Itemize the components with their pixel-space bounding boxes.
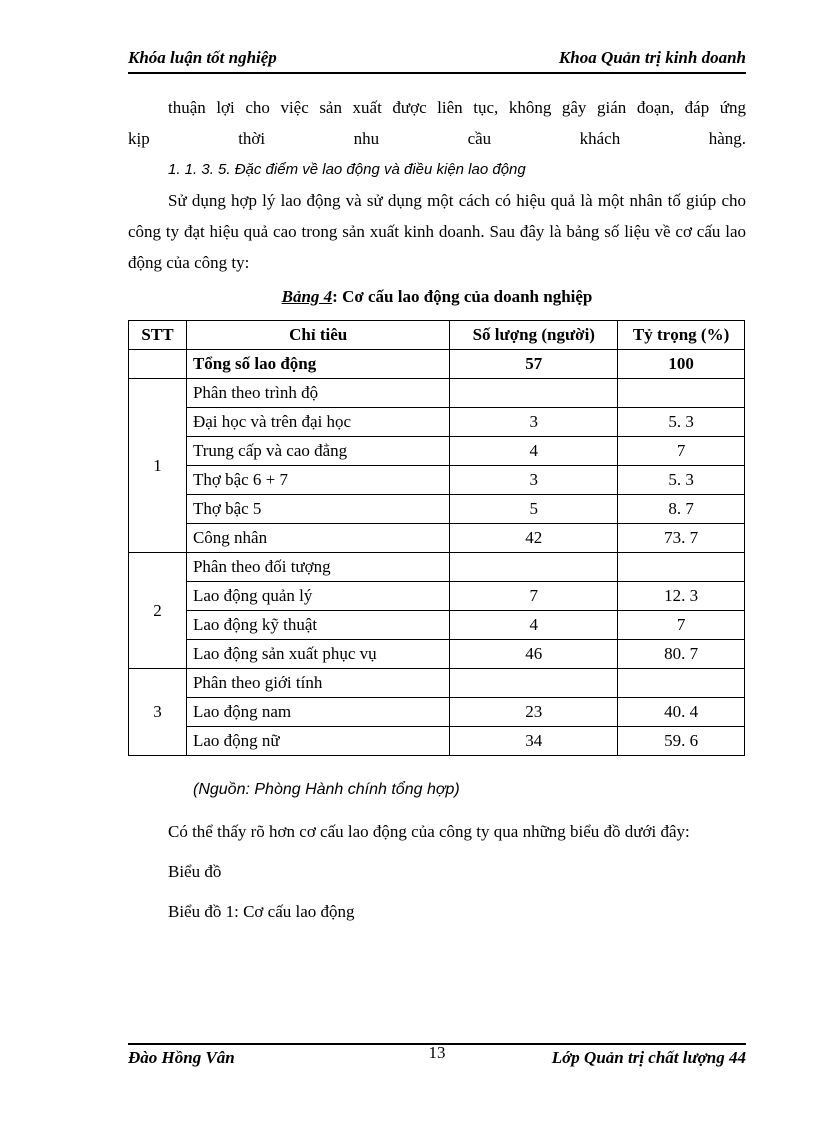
row-percent [618,379,745,408]
row-indicator: Phân theo giới tính [186,669,449,698]
table-row [129,727,745,756]
table-header-row [129,321,745,350]
row-quantity [450,669,618,698]
row-percent: 12. 3 [618,582,745,611]
row-percent: 59. 6 [618,727,745,756]
header-quantity: Số lượng (người) [450,321,618,350]
footer-author: Đào Hồng Vân [128,1048,235,1067]
row-quantity: 3 [450,408,618,437]
row-quantity [450,553,618,582]
table-row [129,553,745,582]
row-percent: 7 [618,437,745,466]
row-quantity: 4 [450,611,618,640]
page-number: 13 [428,1043,446,1062]
row-indicator: Lao động kỹ thuật [186,611,449,640]
page-footer [128,1045,746,1071]
header-stt: STT [129,321,187,350]
row-quantity [450,379,618,408]
total-stt [129,350,187,379]
row-indicator: Thợ bậc 5 [186,495,449,524]
footer-class: Lớp Quản trị chất lượng 44 [551,1048,746,1067]
row-indicator: Công nhân [186,524,449,553]
row-quantity: 46 [450,640,618,669]
section-title: 1. 1. 3. 5. Đặc điểm về lao động và điều kiện lao động [168,161,526,178]
header-indicator: Chỉ tiêu [186,321,449,350]
table-row [129,582,745,611]
table-row [129,640,745,669]
row-quantity: 3 [450,466,618,495]
header-rule [128,72,746,74]
group-stt: 2 [129,553,187,669]
table-row [129,379,745,408]
row-indicator: Lao động sản xuất phục vụ [186,640,449,669]
total-qty: 57 [450,350,618,379]
after-line-3: Biểu đồ 1: Cơ cấu lao động [168,902,355,921]
row-quantity: 5 [450,495,618,524]
row-quantity: 4 [450,437,618,466]
row-indicator: Trung cấp và cao đẳng [186,437,449,466]
table-caption-label: Bảng 4 [281,287,333,306]
after-line-2: Biểu đồ [168,862,222,881]
row-percent: 40. 4 [618,698,745,727]
header-left: Khóa luận tốt nghiệp [128,48,277,67]
table-row [129,437,745,466]
row-percent [618,669,745,698]
table-row [129,524,745,553]
row-quantity: 42 [450,524,618,553]
row-percent: 7 [618,611,745,640]
table-body [129,350,745,756]
row-indicator: Thợ bậc 6 + 7 [186,466,449,495]
row-percent: 5. 3 [618,408,745,437]
header-right: Khoa Quản trị kinh doanh [558,48,746,67]
page-header [128,48,746,72]
row-indicator: Phân theo đối tượng [186,553,449,582]
body-text [128,92,746,278]
table-row [129,698,745,727]
table-row [129,408,745,437]
row-percent: 8. 7 [618,495,745,524]
table-row-total [129,350,745,379]
body-line-1: thuận lợi cho việc sản xuất được liên tục, không gây gián đoạn, đáp ứng [168,98,746,117]
after-line-1: Có thể thấy rõ hơn cơ cấu lao động của công ty qua những biểu đồ dưới đây: [168,822,690,841]
row-quantity: 34 [450,727,618,756]
row-quantity: 7 [450,582,618,611]
table-row [129,611,745,640]
table-caption-text: : Cơ cấu lao động của doanh nghiệp [332,287,593,306]
row-percent: 80. 7 [618,640,745,669]
body-line-2: kịp thời nhu cầu khách hàng. [128,129,746,148]
table-source: (Nguồn: Phòng Hành chính tổng hợp) [193,781,460,798]
row-percent: 5. 3 [618,466,745,495]
row-indicator: Phân theo trình độ [186,379,449,408]
header-percent: Tỷ trọng (%) [618,321,745,350]
row-percent [618,553,745,582]
table-row [129,669,745,698]
row-indicator: Lao động nam [186,698,449,727]
row-percent: 73. 7 [618,524,745,553]
row-indicator: Lao động quản lý [186,582,449,611]
group-stt: 1 [129,379,187,553]
total-name: Tổng số lao động [186,350,449,379]
table-caption [128,287,746,307]
table-row [129,495,745,524]
group-stt: 3 [129,669,187,756]
table-row [129,466,745,495]
labor-structure-table [128,320,745,756]
row-indicator: Lao động nữ [186,727,449,756]
row-quantity: 23 [450,698,618,727]
row-indicator: Đại học và trên đại học [186,408,449,437]
body-paragraph: Sử dụng hợp lý lao động và sử dụng một cách có hiệu quả là một nhân tố giúp cho công ty đạt hiệu quả cao trong sản xuất kinh doanh. Sau đây là bảng số liệu về cơ cấu lao động của công ty: [128,191,746,272]
total-pct: 100 [618,350,745,379]
